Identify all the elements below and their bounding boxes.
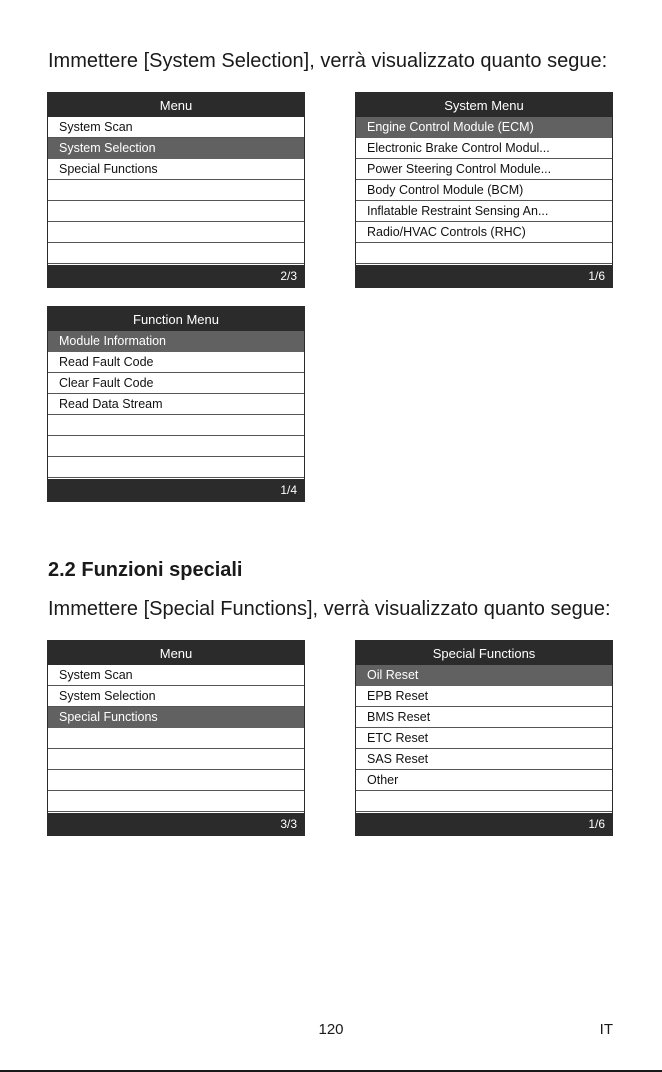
section-heading: 2.2 Funzioni speciali	[48, 559, 243, 581]
page-indicator: 2/3	[48, 265, 304, 287]
menu-item[interactable]: Read Data Stream	[48, 394, 304, 415]
menu-item[interactable]: System Scan	[48, 665, 304, 686]
menu-list	[48, 665, 304, 813]
empty-row	[48, 749, 304, 770]
page-number: 120	[318, 1021, 344, 1038]
menu-item[interactable]: System Selection	[48, 138, 304, 159]
empty-row	[48, 180, 304, 201]
empty-row	[48, 770, 304, 791]
empty-row	[48, 222, 304, 243]
menu-item[interactable]: Other	[356, 770, 612, 791]
empty-row	[48, 436, 304, 457]
system-menu-screen	[355, 92, 613, 288]
menu-item[interactable]: BMS Reset	[356, 707, 612, 728]
empty-row	[356, 791, 612, 812]
menu-item[interactable]: Inflatable Restraint Sensing An...	[356, 201, 612, 222]
empty-row	[48, 791, 304, 812]
menu-item[interactable]: ETC Reset	[356, 728, 612, 749]
menu-item[interactable]: SAS Reset	[356, 749, 612, 770]
page-indicator: 1/4	[48, 479, 304, 501]
menu-list	[48, 331, 304, 479]
screen-title: System Menu	[356, 93, 612, 117]
screen-title: Function Menu	[48, 307, 304, 331]
screen-title: Menu	[48, 641, 304, 665]
intro-system-selection: Immettere [System Selection], verrà visualizzato quanto segue:	[48, 50, 608, 72]
menu-screen-system-selection	[47, 92, 305, 288]
menu-list	[48, 117, 304, 265]
menu-item[interactable]: Special Functions	[48, 707, 304, 728]
screen-title: Menu	[48, 93, 304, 117]
menu-item[interactable]: Engine Control Module (ECM)	[356, 117, 612, 138]
menu-item[interactable]: System Selection	[48, 686, 304, 707]
menu-list	[356, 665, 612, 813]
screen-title: Special Functions	[356, 641, 612, 665]
empty-row	[356, 243, 612, 264]
menu-item[interactable]: Electronic Brake Control Modul...	[356, 138, 612, 159]
menu-item[interactable]: Power Steering Control Module...	[356, 159, 612, 180]
menu-item[interactable]: Oil Reset	[356, 665, 612, 686]
empty-row	[48, 243, 304, 264]
intro-special-functions: Immettere [Special Functions], verrà visualizzato quanto segue:	[48, 598, 611, 620]
menu-item[interactable]: Read Fault Code	[48, 352, 304, 373]
language-label: IT	[599, 1021, 613, 1038]
page-indicator: 1/6	[356, 813, 612, 835]
menu-item[interactable]: System Scan	[48, 117, 304, 138]
empty-row	[48, 201, 304, 222]
menu-item[interactable]: Special Functions	[48, 159, 304, 180]
function-menu-screen	[47, 306, 305, 502]
empty-row	[48, 415, 304, 436]
page-indicator: 3/3	[48, 813, 304, 835]
menu-item[interactable]: Body Control Module (BCM)	[356, 180, 612, 201]
menu-item[interactable]: Radio/HVAC Controls (RHC)	[356, 222, 612, 243]
menu-item[interactable]: EPB Reset	[356, 686, 612, 707]
menu-item[interactable]: Module Information	[48, 331, 304, 352]
empty-row	[48, 728, 304, 749]
page-indicator: 1/6	[356, 265, 612, 287]
menu-item[interactable]: Clear Fault Code	[48, 373, 304, 394]
special-functions-screen	[355, 640, 613, 836]
menu-screen-special-functions	[47, 640, 305, 836]
menu-list	[356, 117, 612, 265]
empty-row	[48, 457, 304, 478]
